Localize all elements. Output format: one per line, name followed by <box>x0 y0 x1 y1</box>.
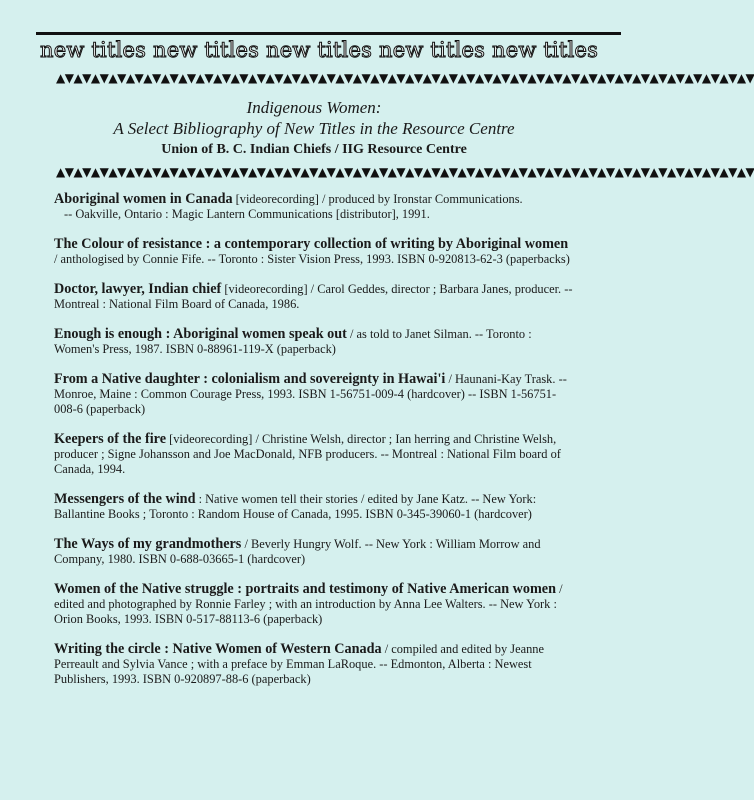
entry-detail: [videorecording] / Christine Welsh, director ; Ian herring and Christine Welsh, producer ; Signe Johansson and Joe MacDonald, NFB producers. -- Montreal : National Film board of Canada, 1994. <box>54 432 561 476</box>
triangle-border-top: ▲▼▲▼▲▼▲▼▲▼▲▼▲▼▲▼▲▼▲▼▲▼▲▼▲▼▲▼▲▼▲▼▲▼▲▼▲▼▲▼▲▼▲▼▲▼▲▼▲▼▲▼▲▼▲▼▲▼▲▼▲▼▲▼▲▼▲▼▲▼▲▼▲▼▲▼▲▼▲▼ <box>56 71 754 85</box>
entry-detail: / Beverly Hungry Wolf. -- New York : William Morrow and Company, 1980. ISBN 0-688-03665-1 (hardcover) <box>54 537 541 566</box>
entry-title: Enough is enough : Aboriginal women speak out <box>54 326 347 342</box>
entry-detail: / anthologised by Connie Fife. -- Toronto : Sister Vision Press, 1993. ISBN 0-920813-62-3 (paperbacks) <box>54 252 570 266</box>
entry-title: Writing the circle : Native Women of Western Canada <box>54 641 382 657</box>
list-item <box>54 372 574 417</box>
list-item <box>54 582 574 627</box>
triangle-border-bottom: ▲▼▲▼▲▼▲▼▲▼▲▼▲▼▲▼▲▼▲▼▲▼▲▼▲▼▲▼▲▼▲▼▲▼▲▼▲▼▲▼▲▼▲▼▲▼▲▼▲▼▲▼▲▼▲▼▲▼▲▼▲▼▲▼▲▼▲▼▲▼▲▼▲▼▲▼▲▼▲▼ <box>56 165 754 179</box>
list-item <box>54 492 574 522</box>
entry-detail: [videorecording] / Carol Geddes, director ; Barbara Janes, producer. -- Montreal : National Film Board of Canada, 1986. <box>54 282 573 311</box>
entry-title: Keepers of the fire <box>54 431 167 447</box>
top-rule <box>36 32 621 35</box>
list-item <box>54 432 574 477</box>
entry-title: The Colour of resistance : a contemporary collection of writing by Aboriginal women <box>54 236 569 252</box>
list-item <box>54 537 574 567</box>
entry-title: The Ways of my grandmothers <box>54 536 242 552</box>
entry-title: Doctor, lawyer, Indian chief <box>54 281 222 297</box>
list-item <box>54 642 574 687</box>
banner-heading: new titles new titles new titles new titles new titles <box>40 38 599 62</box>
entry-title: Aboriginal women in Canada <box>54 191 233 207</box>
bibliography-list <box>54 192 574 702</box>
list-item <box>54 192 574 222</box>
bibliography-title: Indigenous Women: <box>246 98 382 117</box>
list-item <box>54 282 574 312</box>
organization-name: Union of B. C. Indian Chiefs / IIG Resource Centre <box>161 142 467 157</box>
entry-detail: / Haunani-Kay Trask. -- Monroe, Maine : Common Courage Press, 1993. ISBN 1-56751-009-4 (hardcover) -- ISBN 1-56751-008-6 (paperback) <box>54 372 567 416</box>
header-block <box>40 97 588 160</box>
entry-title: From a Native daughter : colonialism and sovereignty in Hawai'i <box>54 371 446 387</box>
list-item <box>54 237 574 267</box>
entry-detail: / edited and photographed by Ronnie Farley ; with an introduction by Anna Lee Walters. -- New York : Orion Books, 1993. ISBN 0-517-88113-6 (paperback) <box>54 582 563 626</box>
entry-detail: / compiled and edited by Jeanne Perreault and Sylvia Vance ; with a preface by Emman LaRoque. -- Edmonton, Alberta : Newest Publishers, 1993. ISBN 0-920897-88-6 (paperback) <box>54 642 544 686</box>
list-item <box>54 327 574 357</box>
entry-detail: / as told to Janet Silman. -- Toronto : Women's Press, 1987. ISBN 0-88961-119-X (paperback) <box>54 327 532 356</box>
entry-title: Women of the Native struggle : portraits and testimony of Native American women <box>54 581 556 597</box>
entry-detail-2: -- Oakville, Ontario : Magic Lantern Communications [distributor], 1991. <box>64 207 430 221</box>
entry-title: Messengers of the wind <box>54 491 196 507</box>
bibliography-subtitle: A Select Bibliography of New Titles in the Resource Centre <box>113 119 515 138</box>
entry-detail: : Native women tell their stories / edited by Jane Katz. -- New York: Ballantine Books ; Toronto : Random House of Canada, 1995. ISBN 0-345-39060-1 (hardcover) <box>54 492 537 521</box>
entry-detail: [videorecording] / produced by Ironstar Communications. <box>232 192 523 206</box>
